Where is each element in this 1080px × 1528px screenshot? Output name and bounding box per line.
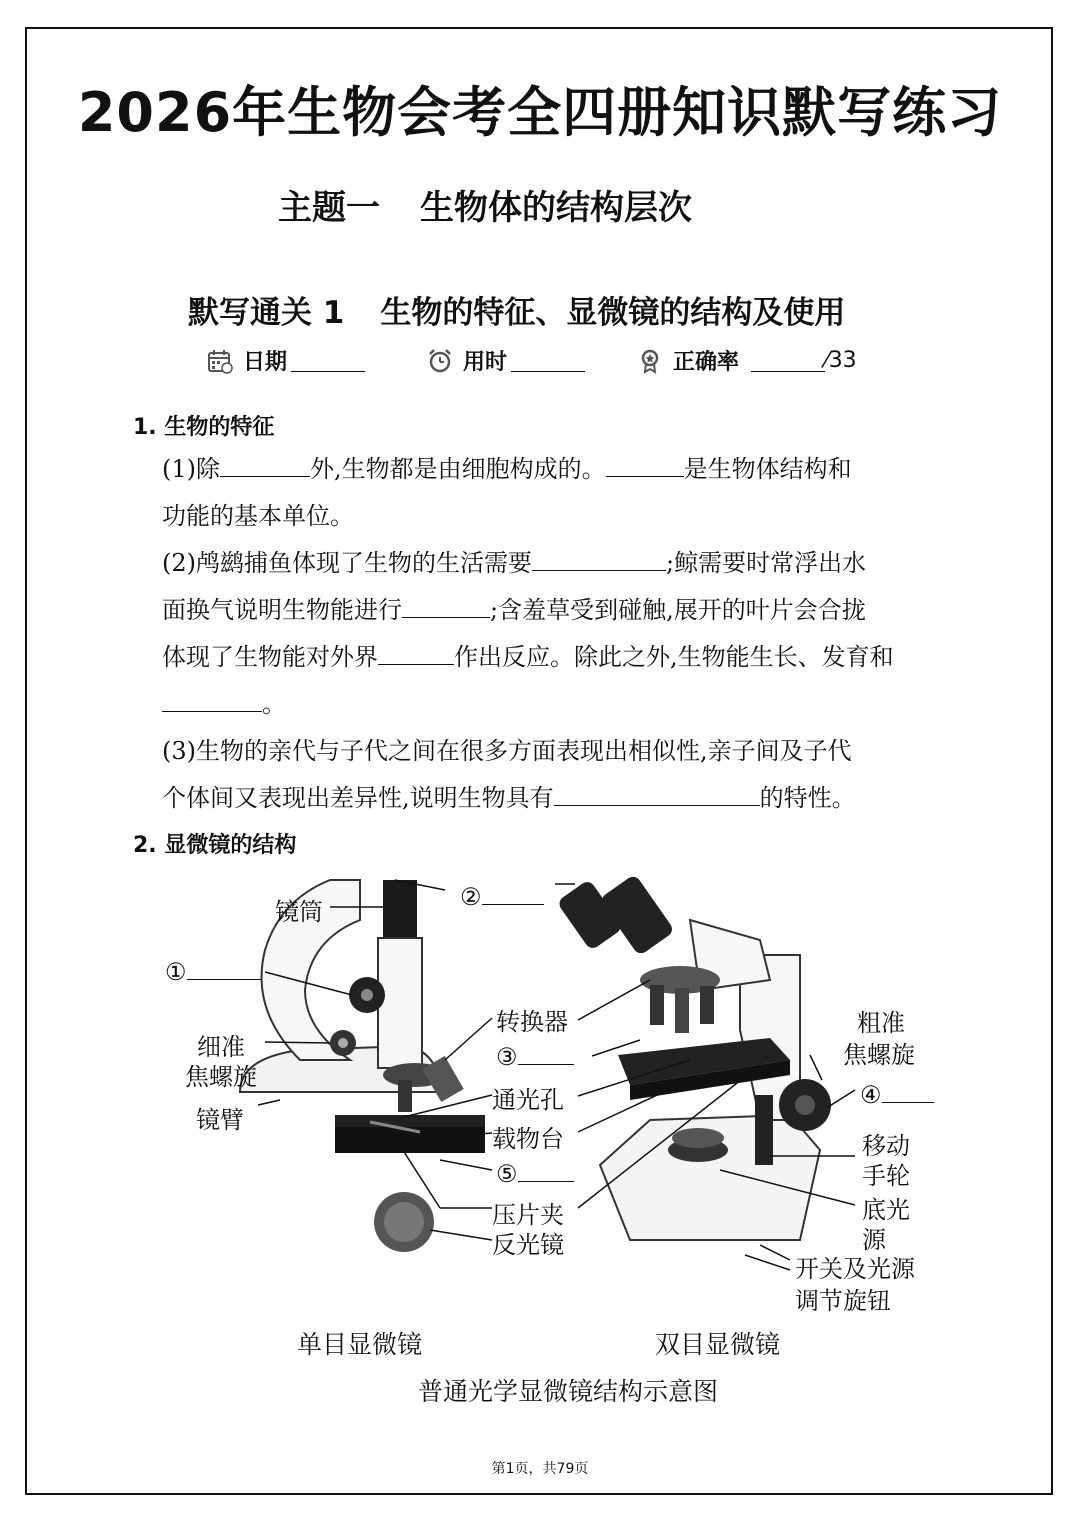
time-label: 用时 <box>463 350 508 375</box>
section-label: 默写通关 1 <box>188 295 345 331</box>
q1-text: 的特性。 <box>759 784 856 812</box>
q1-text: 。 <box>262 690 286 718</box>
accuracy-field <box>637 345 857 376</box>
q1-line-8 <box>162 775 952 822</box>
label-switch-1: 开关及光源 <box>795 1255 915 1283</box>
label-fine-1: 细准 <box>197 1033 245 1061</box>
time-field <box>427 345 585 376</box>
q1-line-4 <box>162 587 952 634</box>
label-n3-text: ③ <box>496 1043 518 1071</box>
accuracy-blank[interactable] <box>751 349 825 372</box>
q1-line-2: 功能的基本单位。 <box>162 502 354 530</box>
q1-text: 体现了生物能对外界 <box>162 643 378 671</box>
label-n3 <box>496 1040 574 1071</box>
date-field <box>207 345 365 376</box>
answer-blank[interactable] <box>220 452 310 477</box>
section-name: 生物的特征、显微镜的结构及使用 <box>380 295 846 331</box>
label-n2-text: ② <box>460 883 482 911</box>
label-mirror: 反光镜 <box>492 1231 564 1259</box>
q1-text: (2)鸬鹚捕鱼体现了生物的生活需要 <box>162 549 532 577</box>
q1-text: ;含羞草受到碰触,展开的叶片会合拢 <box>490 596 866 624</box>
question-2-heading: 2. 显微镜的结构 <box>133 833 297 858</box>
date-label: 日期 <box>243 350 288 375</box>
answer-blank[interactable] <box>606 452 684 477</box>
caption-binocular: 双目显微镜 <box>655 1330 781 1359</box>
label-light-1: 底光 <box>862 1196 910 1224</box>
alarm-clock-icon <box>427 348 453 374</box>
date-blank[interactable] <box>291 349 365 372</box>
q1-text: 作出反应。除此之外,生物能生长、发育和 <box>454 643 894 671</box>
q1-text: (1)除 <box>162 455 220 483</box>
label-n5-text: ⑤ <box>496 1160 518 1188</box>
answer-blank[interactable] <box>402 593 490 618</box>
label-handwheel-1: 移动 <box>862 1132 910 1160</box>
calendar-icon <box>207 348 233 374</box>
page-title: 2026年生物会考全四册知识默写练习 <box>77 81 1003 144</box>
monocular-microscope <box>240 880 485 1252</box>
answer-blank[interactable] <box>518 1157 574 1182</box>
accuracy-total: ⁄33 <box>825 348 857 373</box>
q1-line-5 <box>162 634 952 681</box>
label-tube: 镜筒 <box>275 898 323 926</box>
answer-blank[interactable] <box>378 640 454 665</box>
q1-line-1 <box>162 446 952 493</box>
q1-text: 是生物体结构和 <box>683 455 852 483</box>
label-n4-text: ④ <box>860 1081 882 1109</box>
q1-text: 外,生物都是由细胞构成的。 <box>310 455 606 483</box>
label-coarse-1: 粗准 <box>857 1009 905 1037</box>
answer-blank[interactable] <box>882 1078 934 1103</box>
topic-heading <box>278 180 692 229</box>
label-n4 <box>860 1078 934 1109</box>
answer-blank[interactable] <box>518 1040 574 1065</box>
label-switch-2: 调节旋钮 <box>795 1287 891 1315</box>
page-number: 第1页，共79页 <box>491 1461 589 1477</box>
label-light-2: 源 <box>862 1226 886 1254</box>
label-nosepiece: 转换器 <box>496 1008 568 1036</box>
label-clip: 压片夹 <box>492 1201 564 1229</box>
q1-line-6 <box>162 681 952 728</box>
label-n2 <box>460 880 544 911</box>
section-title <box>188 287 845 332</box>
q1-text: ;鲸需要时常浮出水 <box>666 549 867 577</box>
label-n5 <box>496 1157 574 1188</box>
answer-blank[interactable] <box>187 955 261 980</box>
topic-label: 主题一 <box>278 188 380 228</box>
question-1-body <box>162 446 952 822</box>
answer-blank[interactable] <box>532 546 666 571</box>
q1-text: 个体间又表现出差异性,说明生物具有 <box>162 784 554 812</box>
answer-blank[interactable] <box>554 781 760 806</box>
label-arm: 镜臂 <box>196 1106 244 1134</box>
answer-blank[interactable] <box>482 880 544 905</box>
figure-caption: 普通光学显微镜结构示意图 <box>418 1377 719 1406</box>
label-n1-text: ① <box>165 958 187 986</box>
label-aperture: 通光孔 <box>492 1086 564 1114</box>
label-coarse-2: 焦螺旋 <box>843 1041 915 1069</box>
label-fine-2: 焦螺旋 <box>185 1063 257 1091</box>
answer-blank[interactable] <box>162 687 262 712</box>
accuracy-label: 正确率 <box>673 350 740 375</box>
q1-line-7: (3)生物的亲代与子代之间在很多方面表现出相似性,亲子间及子代 <box>162 737 852 765</box>
binocular-microscope <box>556 874 831 1240</box>
q1-line-3 <box>162 540 952 587</box>
time-blank[interactable] <box>511 349 585 372</box>
caption-monocular: 单目显微镜 <box>297 1330 423 1359</box>
q1-text: 面换气说明生物能进行 <box>162 596 402 624</box>
label-handwheel-2: 手轮 <box>862 1162 910 1190</box>
topic-name: 生物体的结构层次 <box>420 188 692 228</box>
label-n1 <box>165 955 261 986</box>
award-badge-icon <box>637 348 663 374</box>
question-1-heading: 1. 生物的特征 <box>133 415 275 440</box>
label-stage: 载物台 <box>492 1125 564 1153</box>
